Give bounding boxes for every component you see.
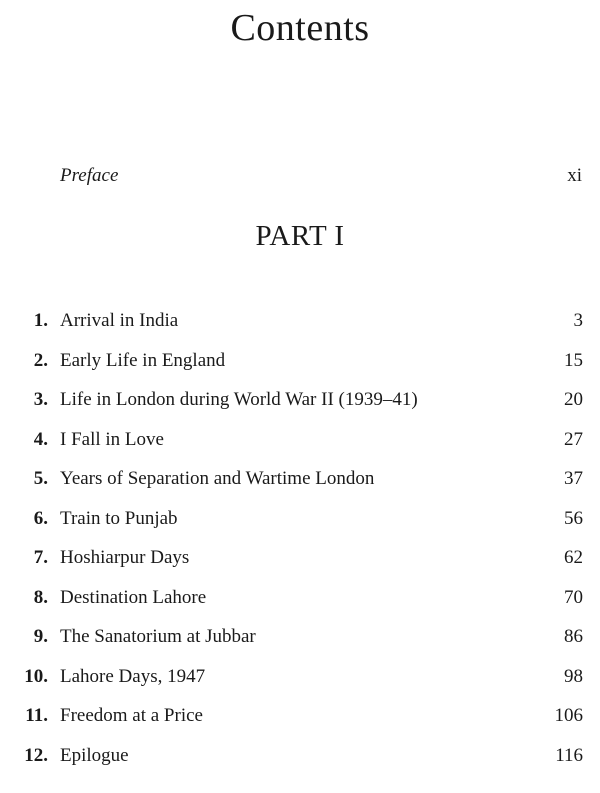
chapter-title: I Fall in Love: [60, 428, 164, 450]
page-title: Contents: [230, 7, 370, 49]
chapter-page-number: 15: [564, 349, 583, 371]
chapter-number: 8.: [33, 586, 48, 608]
chapter-page-number: 20: [564, 389, 583, 410]
chapter-entry: [0, 350, 600, 378]
chapter-title: The Sanatorium at Jubbar: [60, 626, 256, 647]
chapter-title: Freedom at a Price: [60, 705, 203, 726]
chapter-number: 9.: [33, 626, 48, 647]
chapter-number: 1.: [33, 310, 48, 331]
chapter-entry: [0, 745, 600, 773]
chapter-number: 4.: [33, 428, 48, 450]
chapter-title: Train to Punjab: [60, 507, 178, 529]
chapter-page-number: 98: [564, 665, 583, 687]
chapter-page-number: 70: [564, 586, 583, 608]
chapter-number: 12.: [24, 744, 48, 766]
chapter-entry: [0, 626, 600, 654]
chapter-title: Destination Lahore: [60, 586, 207, 608]
chapter-number: 10.: [24, 665, 48, 687]
preface-entry: [60, 165, 582, 189]
chapter-entry: [0, 587, 600, 615]
chapter-number: 7.: [33, 547, 48, 568]
chapter-page-number: 86: [564, 626, 583, 647]
chapter-title: Epilogue: [60, 744, 129, 766]
chapter-entry: [0, 468, 600, 496]
chapter-page-number: 3: [573, 310, 583, 331]
chapter-number: 5.: [33, 468, 48, 489]
part-heading: PART I: [255, 220, 345, 252]
chapter-title: Lahore Days, 1947: [60, 665, 206, 687]
chapter-entry: [0, 310, 600, 338]
chapter-number: 3.: [33, 389, 48, 410]
chapter-entry: [0, 547, 600, 575]
chapter-title: Early Life in England: [60, 349, 226, 371]
chapter-entry: [0, 429, 600, 457]
chapter-page-number: 106: [554, 705, 583, 726]
chapter-number: 11.: [25, 705, 48, 726]
chapter-title: Life in London during World War II (1939–41): [60, 389, 418, 410]
chapter-page-number: 56: [564, 507, 583, 529]
chapter-entry: [0, 508, 600, 536]
chapter-page-number: 62: [564, 547, 583, 568]
chapter-title: Hoshiarpur Days: [60, 547, 190, 568]
chapter-number: 6.: [33, 507, 48, 529]
chapter-page-number: 37: [564, 468, 583, 489]
chapter-entry: [0, 389, 600, 417]
chapter-page-number: 27: [564, 428, 583, 450]
chapter-entry: [0, 705, 600, 733]
chapter-title: Arrival in India: [60, 310, 179, 331]
preface-page-number: xi: [567, 165, 582, 186]
preface-label: Preface: [60, 165, 119, 186]
chapter-title: Years of Separation and Wartime London: [60, 468, 375, 489]
chapter-page-number: 116: [555, 744, 583, 766]
chapter-number: 2.: [33, 349, 48, 371]
chapter-entry: [0, 666, 600, 694]
